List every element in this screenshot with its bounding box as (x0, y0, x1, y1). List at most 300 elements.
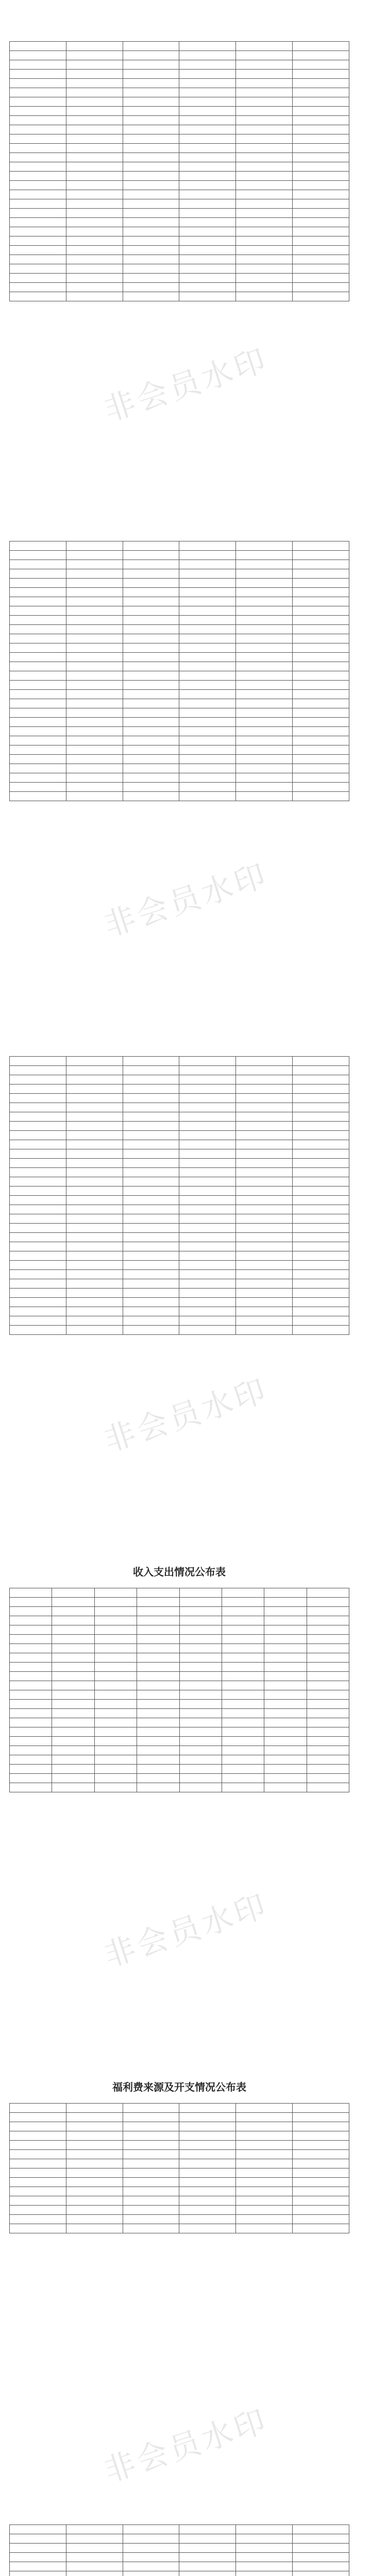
table-cell (236, 2178, 293, 2187)
table-row (10, 2150, 349, 2159)
table-cell (123, 1084, 179, 1094)
table-cell (10, 634, 66, 643)
table-cell (293, 625, 349, 634)
table-row (10, 616, 349, 625)
table-cell (236, 107, 293, 116)
table-cell (293, 2141, 349, 2150)
table-cell (10, 2122, 66, 2131)
table-cell (293, 2113, 349, 2122)
table-row (10, 1755, 349, 1765)
sheet-footer (9, 801, 349, 809)
table-cell (307, 1625, 349, 1635)
table-cell (293, 653, 349, 662)
table-cell (66, 699, 123, 708)
table-cell (293, 199, 349, 209)
table-row (10, 1251, 349, 1261)
table-cell (236, 1075, 293, 1084)
table-row (10, 1625, 349, 1635)
table-cell (293, 1057, 349, 1066)
table-cell (222, 1690, 264, 1700)
table-cell (236, 209, 293, 218)
table-cell (236, 2196, 293, 2206)
table-cell (52, 1653, 94, 1663)
table-row (10, 1316, 349, 1326)
table-cell (293, 1103, 349, 1112)
table-cell (94, 1625, 137, 1635)
table-row (10, 1700, 349, 1709)
table-cell (293, 606, 349, 616)
table-cell (137, 1737, 179, 1746)
table-cell (123, 541, 179, 551)
table-row (10, 2187, 349, 2196)
table-cell (10, 246, 66, 255)
table-cell (236, 727, 293, 736)
table-cell (10, 2178, 66, 2187)
table-cell (179, 718, 236, 727)
table-cell (10, 1242, 66, 1251)
meta-field (169, 534, 190, 541)
table-cell (236, 1084, 293, 1094)
table-cell (307, 1653, 349, 1663)
table-cell (222, 1746, 264, 1755)
table-cell (307, 1709, 349, 1718)
table-cell (179, 199, 236, 209)
table-cell (179, 1690, 222, 1700)
table-cell (236, 551, 293, 560)
meta-field (329, 2096, 349, 2103)
table-cell (52, 1588, 94, 1598)
table-cell (293, 792, 349, 801)
table-row (10, 541, 349, 551)
table-cell (123, 708, 179, 718)
table-cell (293, 1168, 349, 1177)
table-cell (236, 792, 293, 801)
sheet-tag (9, 1030, 349, 1038)
table-cell (123, 1140, 179, 1149)
table-cell (236, 1279, 293, 1289)
table-cell (264, 1588, 307, 1598)
table-cell (66, 1075, 123, 1084)
footer-field (222, 2233, 243, 2242)
sheet-title: 福利费来源及开支情况公布表 (112, 2081, 246, 2093)
sheet-tag (9, 2071, 349, 2078)
footer-field (116, 301, 137, 310)
table-cell (264, 1644, 307, 1653)
table-cell (123, 227, 179, 236)
table-cell (179, 2141, 236, 2150)
table-cell (293, 2553, 349, 2562)
table-cell (10, 1663, 52, 1672)
meta-field (329, 1049, 349, 1056)
table-cell (10, 1205, 66, 1214)
table-row (10, 653, 349, 662)
footer-field (116, 801, 137, 809)
table-cell (179, 1279, 236, 1289)
meta-field (9, 1049, 30, 1056)
table-cell (293, 1159, 349, 1168)
table-cell (236, 616, 293, 625)
table-cell (66, 1261, 123, 1270)
table-cell (123, 1307, 179, 1316)
table-cell (123, 662, 179, 671)
table-cell (137, 1755, 179, 1765)
table-cell (307, 1737, 349, 1746)
table-row (10, 1326, 349, 1335)
table-cell (10, 1316, 66, 1326)
table-cell (293, 579, 349, 588)
table-cell (10, 2534, 66, 2544)
table-cell (10, 264, 66, 274)
table-cell (179, 1140, 236, 1149)
table-cell (179, 1251, 236, 1261)
table-cell (94, 1700, 137, 1709)
table-cell (123, 1159, 179, 1168)
table-row (10, 51, 349, 60)
table-cell (236, 264, 293, 274)
table-cell (123, 1075, 179, 1084)
table-cell (66, 2534, 123, 2544)
table-cell (94, 1588, 137, 1598)
table-cell (179, 1635, 222, 1644)
table-cell (10, 1159, 66, 1168)
table-cell (293, 764, 349, 773)
table-cell (293, 1196, 349, 1205)
table-cell (179, 1709, 222, 1718)
table-cell (137, 1672, 179, 1681)
table-cell (94, 1709, 137, 1718)
table-cell (94, 1635, 137, 1644)
table-cell (52, 1616, 94, 1625)
table-cell (123, 718, 179, 727)
table-cell (10, 783, 66, 792)
table-row (10, 597, 349, 606)
table-cell (179, 653, 236, 662)
table-row (10, 727, 349, 736)
table-row (10, 1737, 349, 1746)
table-cell (66, 718, 123, 727)
table-cell (236, 2150, 293, 2159)
table-cell (10, 653, 66, 662)
table-cell (10, 2168, 66, 2178)
table-row (10, 1289, 349, 1298)
table-cell (179, 2150, 236, 2159)
table-cell (293, 1251, 349, 1261)
table-cell (10, 662, 66, 671)
table-cell (52, 1672, 94, 1681)
table-cell (10, 1103, 66, 1112)
table-row (10, 274, 349, 283)
table-row (10, 662, 349, 671)
table-cell (236, 653, 293, 662)
table-cell (293, 708, 349, 718)
table-row (10, 1233, 349, 1242)
table-cell (222, 1607, 264, 1616)
footer-field (116, 1792, 137, 1801)
table-cell (10, 606, 66, 616)
table-cell (66, 1122, 123, 1131)
table-cell (179, 181, 236, 190)
table-cell (236, 236, 293, 246)
table-cell (236, 1196, 293, 1205)
table-cell (66, 2562, 123, 2571)
table-cell (293, 2187, 349, 2196)
table-cell (137, 1783, 179, 1792)
table-cell (123, 690, 179, 699)
table-cell (236, 227, 293, 236)
sheet-meta (9, 534, 349, 541)
table-cell (52, 1607, 94, 1616)
table-cell (236, 274, 293, 283)
table-cell (66, 1066, 123, 1075)
table-cell (10, 1233, 66, 1242)
table-cell (66, 172, 123, 181)
table-cell (137, 1616, 179, 1625)
table-cell (179, 634, 236, 643)
table-cell (293, 2150, 349, 2159)
table-cell (123, 209, 179, 218)
table-cell (10, 1326, 66, 1335)
table-cell (10, 718, 66, 727)
table-cell (10, 1653, 52, 1663)
sheet-meta (9, 2096, 349, 2103)
table-cell (293, 2196, 349, 2206)
table-cell (179, 1066, 236, 1075)
table-row (10, 1112, 349, 1122)
table-cell (137, 1709, 179, 1718)
table-cell (293, 1214, 349, 1224)
table-cell (179, 1242, 236, 1251)
table-cell (179, 1588, 222, 1598)
table-cell (236, 1140, 293, 1149)
table-cell (179, 699, 236, 708)
table-cell (10, 1177, 66, 1187)
table-cell (10, 569, 66, 579)
table-cell (293, 681, 349, 690)
table-cell (264, 1783, 307, 1792)
table-cell (179, 1261, 236, 1270)
table-cell (66, 1326, 123, 1335)
table-cell (293, 2525, 349, 2534)
table-cell (236, 745, 293, 755)
table-cell (123, 236, 179, 246)
table-cell (10, 1131, 66, 1140)
table-cell (66, 1224, 123, 1233)
table-cell (236, 1159, 293, 1168)
table-row (10, 773, 349, 783)
table-cell (264, 1718, 307, 1727)
table-cell (236, 292, 293, 301)
table-cell (52, 1709, 94, 1718)
table-cell (66, 1149, 123, 1159)
table-cell (179, 274, 236, 283)
sheet-title (9, 522, 349, 534)
table-cell (179, 1681, 222, 1690)
table-cell (179, 569, 236, 579)
table-cell (10, 1140, 66, 1149)
table-cell (293, 1149, 349, 1159)
table-row (10, 588, 349, 597)
table-cell (264, 1700, 307, 1709)
table-cell (123, 2562, 179, 2571)
table-row (10, 1159, 349, 1168)
table-cell (236, 597, 293, 606)
table-cell (123, 2131, 179, 2141)
table-cell (236, 1316, 293, 1326)
table-cell (10, 227, 66, 236)
table-cell (66, 42, 123, 51)
table-cell (307, 1598, 349, 1607)
ledger-table (9, 1588, 349, 1792)
table-cell (236, 51, 293, 60)
table-cell (10, 2206, 66, 2215)
table-cell (179, 681, 236, 690)
table-cell (10, 1746, 52, 1755)
table-cell (179, 1075, 236, 1084)
table-cell (137, 1727, 179, 1737)
table-cell (137, 1681, 179, 1690)
table-cell (123, 764, 179, 773)
table-cell (222, 1755, 264, 1765)
table-cell (236, 1122, 293, 1131)
table-cell (179, 1783, 222, 1792)
table-cell (307, 1672, 349, 1681)
table-cell (94, 1765, 137, 1774)
table-cell (264, 1672, 307, 1681)
table-cell (123, 2544, 179, 2553)
table-cell (179, 643, 236, 653)
table-cell (123, 1224, 179, 1233)
table-cell (10, 2224, 66, 2233)
table-cell (66, 292, 123, 301)
table-cell (307, 1588, 349, 1598)
table-row (10, 764, 349, 773)
table-row (10, 292, 349, 301)
table-cell (94, 1644, 137, 1653)
table-cell (179, 2544, 236, 2553)
footer-field (9, 2233, 30, 2242)
table-cell (293, 1084, 349, 1094)
table-cell (293, 699, 349, 708)
table-row (10, 1075, 349, 1084)
table-cell (236, 755, 293, 764)
sheet-5 (9, 2071, 349, 2242)
table-cell (236, 2206, 293, 2215)
footer-field (9, 301, 30, 310)
table-cell (10, 1279, 66, 1289)
table-cell (137, 1663, 179, 1672)
table-cell (10, 236, 66, 246)
table-cell (137, 1607, 179, 1616)
table-cell (66, 755, 123, 764)
table-row (10, 60, 349, 70)
table-cell (293, 125, 349, 134)
table-cell (236, 2562, 293, 2571)
table-cell (123, 283, 179, 292)
table-cell (66, 1168, 123, 1177)
table-cell (123, 1149, 179, 1159)
table-cell (66, 616, 123, 625)
table-cell (222, 1588, 264, 1598)
table-row (10, 1122, 349, 1131)
table-cell (179, 2159, 236, 2168)
table-cell (123, 1094, 179, 1103)
table-row (10, 1214, 349, 1224)
table-cell (179, 1122, 236, 1131)
table-cell (179, 1307, 236, 1316)
table-cell (94, 1774, 137, 1783)
sheet-footer (9, 1792, 349, 1801)
table-cell (222, 1663, 264, 1672)
table-cell (179, 1131, 236, 1140)
table-cell (10, 579, 66, 588)
ledger-table (9, 1056, 349, 1335)
table-row (10, 1774, 349, 1783)
table-cell (10, 209, 66, 218)
table-row (10, 1261, 349, 1270)
table-cell (293, 1298, 349, 1307)
table-cell (179, 745, 236, 755)
table-cell (10, 181, 66, 190)
sheet-meta (9, 1581, 349, 1588)
table-cell (236, 2571, 293, 2576)
table-cell (94, 1718, 137, 1727)
table-row (10, 708, 349, 718)
table-row (10, 181, 349, 190)
table-cell (179, 1224, 236, 1233)
table-row (10, 107, 349, 116)
table-cell (236, 60, 293, 70)
table-cell (123, 199, 179, 209)
table-cell (10, 79, 66, 88)
table-cell (179, 1187, 236, 1196)
table-cell (236, 699, 293, 708)
table-cell (179, 2131, 236, 2141)
table-cell (137, 1765, 179, 1774)
table-cell (66, 218, 123, 227)
table-cell (236, 2553, 293, 2562)
table-cell (10, 736, 66, 745)
table-row (10, 1690, 349, 1700)
table-cell (236, 634, 293, 643)
table-cell (123, 255, 179, 264)
table-cell (10, 1251, 66, 1261)
table-cell (179, 783, 236, 792)
table-row (10, 264, 349, 274)
table-cell (236, 1094, 293, 1103)
table-cell (307, 1644, 349, 1653)
table-cell (222, 1737, 264, 1746)
table-cell (179, 2215, 236, 2224)
table-row (10, 2544, 349, 2553)
table-row (10, 79, 349, 88)
table-cell (179, 588, 236, 597)
table-row (10, 2131, 349, 2141)
table-cell (123, 134, 179, 144)
table-row (10, 1084, 349, 1094)
table-cell (293, 107, 349, 116)
table-cell (10, 1718, 52, 1727)
table-cell (123, 634, 179, 643)
watermark: 非会员水印 (99, 1887, 273, 1975)
table-cell (179, 1205, 236, 1214)
table-cell (123, 606, 179, 616)
table-cell (293, 1242, 349, 1251)
table-cell (66, 153, 123, 162)
table-cell (222, 1653, 264, 1663)
table-row (10, 209, 349, 218)
sheet-2 (9, 515, 349, 809)
meta-field (329, 34, 349, 41)
